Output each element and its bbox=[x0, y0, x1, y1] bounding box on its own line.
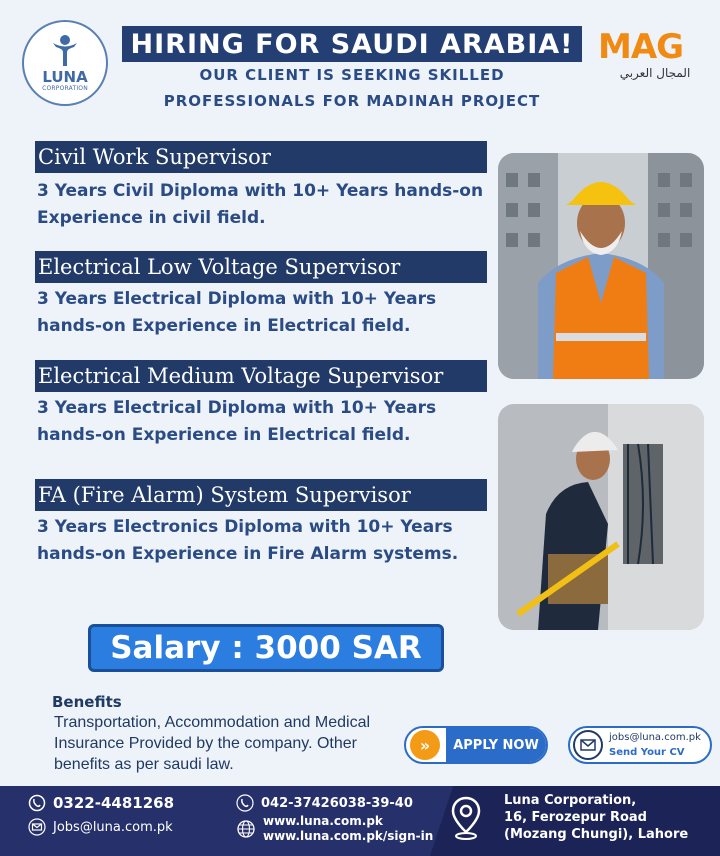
salary-banner: Salary : 3000 SAR bbox=[88, 624, 444, 672]
mag-logo bbox=[596, 28, 716, 66]
job-title-fire-alarm: FA (Fire Alarm) System Supervisor bbox=[35, 479, 487, 511]
footer-website[interactable] bbox=[236, 814, 433, 844]
send-cv-label: Send Your CV bbox=[609, 747, 685, 758]
luna-logo bbox=[22, 20, 108, 106]
footer-phone-landline-text: 042-37426038-39-40 bbox=[261, 795, 413, 811]
footer-website-1: www.luna.com.pk bbox=[263, 814, 383, 828]
send-cv-button[interactable] bbox=[568, 726, 712, 764]
logo-subtitle: CORPORATION bbox=[42, 85, 88, 92]
apply-now-button[interactable] bbox=[404, 726, 548, 764]
job-desc-civil: 3 Years Civil Diploma with 10+ Years hands-on Experience in civil field. bbox=[37, 181, 484, 228]
address-line-3: (Mozang Chungi), Lahore bbox=[504, 827, 689, 842]
job-desc-fire-alarm: 3 Years Electronics Diploma with 10+ Years hands-on Experience in Fire Alarm systems. bbox=[37, 517, 459, 564]
civil-worker-photo bbox=[498, 153, 704, 379]
hiring-title: HIRING FOR SAUDI ARABIA! bbox=[122, 26, 582, 62]
mag-logo-text: MAG bbox=[598, 28, 684, 62]
address-line-2: 16, Ferozepur Road bbox=[504, 810, 647, 825]
job-title-civil: Civil Work Supervisor bbox=[35, 141, 487, 173]
address-line-1: Luna Corporation, bbox=[504, 793, 637, 808]
phone-icon bbox=[236, 794, 254, 812]
job-desc-electrical-low: 3 Years Electrical Diploma with 10+ Years hands-on Experience in Electrical field. bbox=[37, 289, 437, 336]
cv-email: jobs@luna.com.pk bbox=[609, 732, 701, 743]
electrician-photo bbox=[498, 404, 704, 630]
double-chevron-right-icon: » bbox=[410, 730, 440, 760]
mag-arabic-text: المجال العربي bbox=[619, 66, 691, 80]
globe-icon bbox=[236, 819, 256, 839]
footer-website-2: www.luna.com.pk/sign-in bbox=[263, 829, 434, 843]
job-title-electrical-low: Electrical Low Voltage Supervisor bbox=[35, 251, 487, 283]
logo-name: LUNA bbox=[42, 68, 88, 86]
footer-email[interactable] bbox=[28, 818, 173, 836]
envelope-icon bbox=[28, 818, 46, 836]
footer-phone-mobile-text: 0322-4481268 bbox=[53, 794, 175, 812]
benefits-title: Benefits bbox=[52, 693, 122, 711]
header-subtitle-1: OUR CLIENT IS SEEKING SKILLED bbox=[199, 66, 505, 84]
header-subtitle-2: PROFESSIONALS FOR MADINAH PROJECT bbox=[163, 92, 541, 110]
job-desc-electrical-medium: 3 Years Electrical Diploma with 10+ Years hands-on Experience in Electrical field. bbox=[37, 398, 437, 445]
apply-now-label: APPLY NOW bbox=[446, 728, 546, 762]
footer-address bbox=[504, 792, 714, 843]
whatsapp-icon bbox=[28, 794, 46, 812]
footer-phone-landline[interactable] bbox=[236, 794, 413, 812]
envelope-icon bbox=[573, 730, 603, 760]
job-title-electrical-medium: Electrical Medium Voltage Supervisor bbox=[35, 360, 487, 392]
person-figure-icon bbox=[50, 34, 80, 68]
benefits-text: Transportation, Accommodation and Medical Insurance Provided by the company. Other benefits as per saudi law. bbox=[54, 714, 371, 773]
footer-email-text: Jobs@luna.com.pk bbox=[53, 819, 173, 835]
location-pin-icon bbox=[450, 796, 482, 844]
footer-phone-mobile[interactable] bbox=[28, 794, 174, 812]
